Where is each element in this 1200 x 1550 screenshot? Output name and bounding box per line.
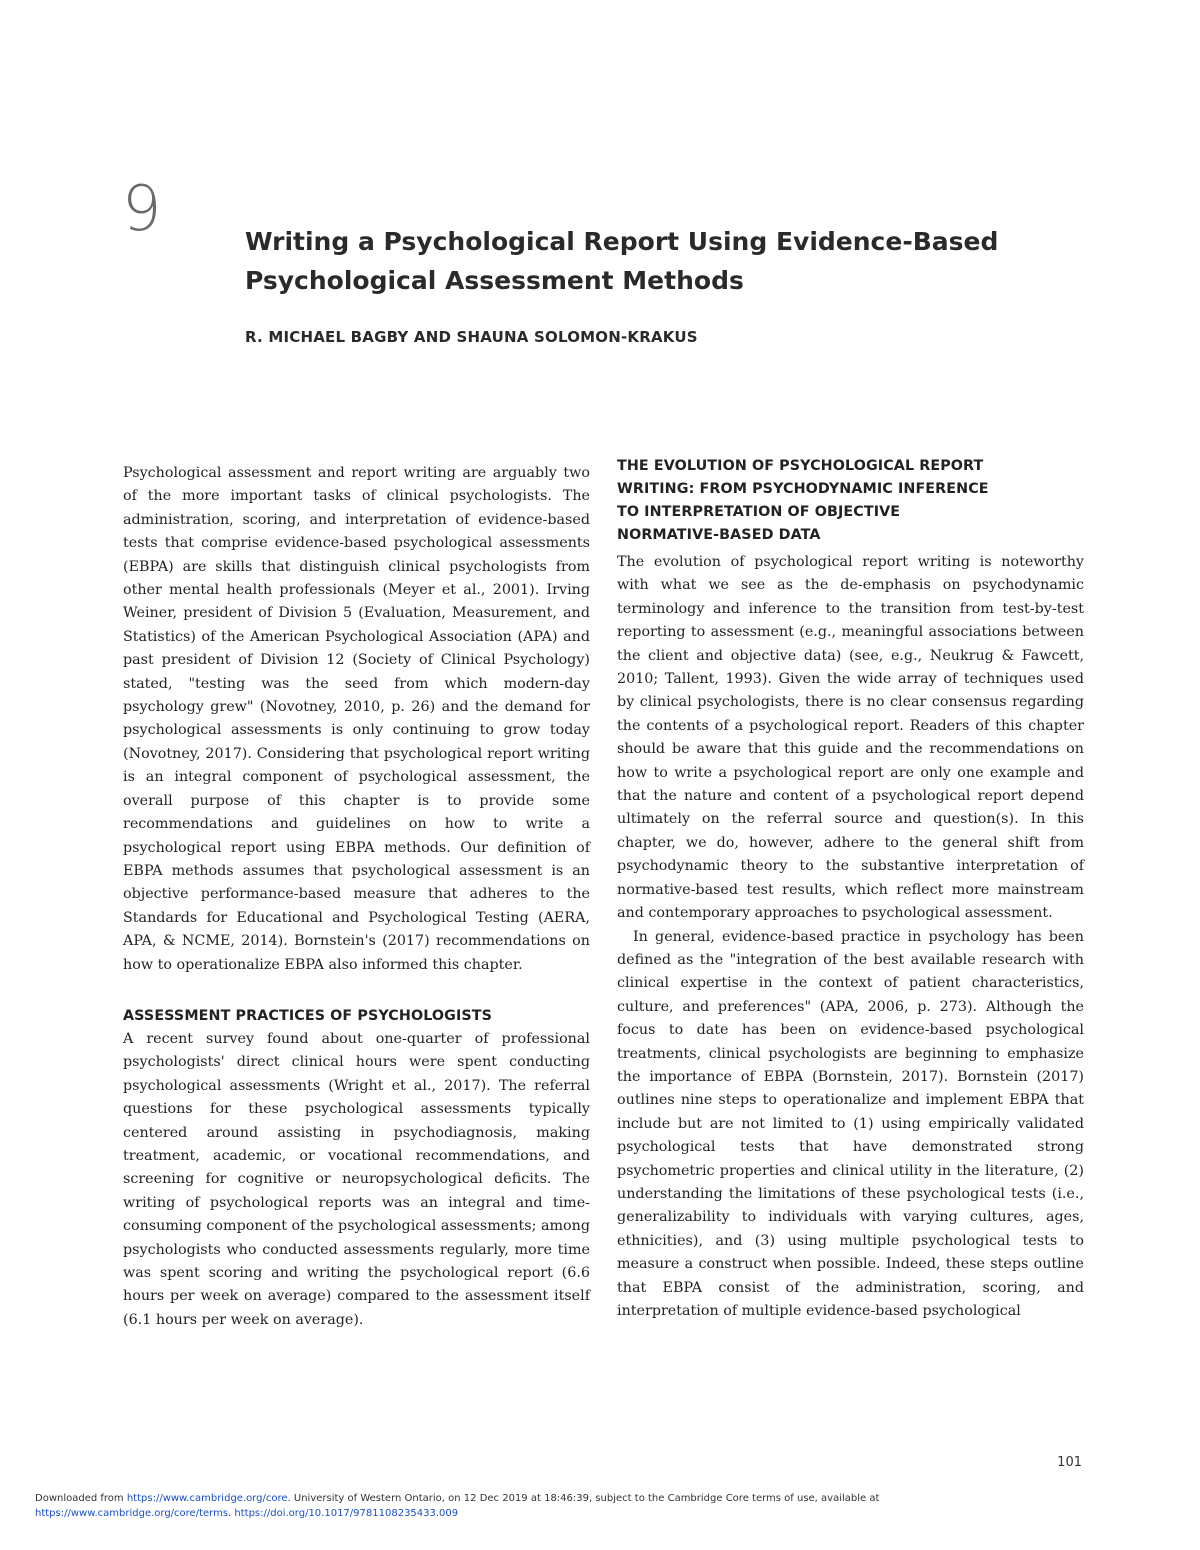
download-footer <box>35 1491 1175 1521</box>
footer-middle: . University of Western Ontario, on 12 Dec 2019 at 18:46:39, subject to the Cambridge Core terms of use, available at <box>287 1493 880 1504</box>
page-number: 101 <box>1057 1455 1082 1470</box>
section-heading-evolution-line-3: TO INTERPRETATION OF OBJECTIVE <box>617 504 901 520</box>
footer-separator: . <box>228 1508 235 1519</box>
evolution-paragraph-2: In general, evidence-based practice in psychology has been defined as the "integration of the best available research with clinical expertise in the context of patient characteristics, culture, and preferences" (APA, 2006, p. 273). Although the focus to date has been on evidence-based psychological treatments, clinical psychologists are beginning to emphasize the importance of EBPA (Bornstein, 2017). Bornstein (2017) outlines nine steps to operationalize and implement EBPA that include but are not limited to (1) using empirically validated psychological tests that have demonstrated strong psychometric properties and clinical utility in the literature, (2) understanding the limitations of these psychological tests (i.e., generalizability to individuals with varying cultures, ages, ethnicities), and (3) using multiple psychological tests to measure a construct when possible. Indeed, these steps outline that EBPA consist of the administration, scoring, and interpretation of multiple evidence-based psychological <box>617 928 1084 1319</box>
section-heading-evolution-line-4: NORMATIVE-BASED DATA <box>617 527 821 543</box>
chapter-title-line-2: Psychological Assessment Methods <box>245 266 744 295</box>
right-column <box>617 455 1084 1323</box>
section-heading-assessment-practices: ASSESSMENT PRACTICES OF PSYCHOLOGISTS <box>123 1007 493 1024</box>
assessment-practices-paragraph: A recent survey found about one-quarter of professional psychologists' direct clinical hours were spent conducting psychological assessments (Wright et al., 2017). The referral questions for these psychological assessments typically centered around assisting in psychodiagnosis, making treatment, academic, or vocational recommendations, and screening for cognitive or neuropsychological deficits. The writing of psychological reports was an integral and time-consuming component of the psychological assessments; among psychologists who conducted assessments regularly, more time was spent scoring and writing the psychological report (6.6 hours per week on average) compared to the assessment itself (6.1 hours per week on average). <box>123 1030 590 1328</box>
evolution-paragraph-1: The evolution of psychological report writing is noteworthy with what we see as the de-emphasis on psychodynamic terminology and inference to the transition from test-by-test reporting to assessment (e.g., meaningful associations between the client and objective data) (see, e.g., Neukrug & Fawcett, 2010; Tallent, 1993). Given the wide array of techniques used by clinical psychologists, there is no clear consensus regarding the contents of a psychological report. Readers of this chapter should be aware that this guide and the recommendations on how to write a psychological report are only one example and that the nature and content of a psychological report depend ultimately on the referral source and question(s). In this chapter, we do, however, adhere to the general shift from psychodynamic theory to the substantive interpretation of normative-based test results, which reflect more mainstream and contemporary approaches to psychological assessment. <box>617 554 1084 922</box>
footer-prefix: Downloaded from <box>35 1493 127 1504</box>
left-column <box>123 462 590 1332</box>
footer-link-doi[interactable]: https://doi.org/10.1017/9781108235433.009 <box>234 1508 459 1519</box>
chapter-authors: R. MICHAEL BAGBY AND SHAUNA SOLOMON-KRAKUS <box>245 328 698 346</box>
section-heading-evolution <box>617 455 1084 547</box>
section-heading-evolution-line-2: WRITING: FROM PSYCHODYNAMIC INFERENCE <box>617 481 989 497</box>
footer-link-cambridge-core[interactable]: https://www.cambridge.org/core <box>126 1493 288 1504</box>
intro-paragraph: Psychological assessment and report writing are arguably two of the more important tasks of clinical psychologists. The administration, scoring, and interpretation of evidence-based tests that comprise evidence-based psychological assessments (EBPA) are skills that distinguish clinical psychologists from other mental health professionals (Meyer et al., 2001). Irving Weiner, president of Division 5 (Evaluation, Measurement, and Statistics) of the American Psychological Association (APA) and past president of Division 12 (Society of Clinical Psychology) stated, "testing was the seed from which modern-day psychology grew" (Novotney, 2010, p. 26) and the demand for psychological assessments is only continuing to grow today (Novotney, 2017). Considering that psychological report writing is an integral component of psychological assessment, the overall purpose of this chapter is to provide some recommendations and guidelines on how to write a psychological report using EBPA methods. Our definition of EBPA methods assumes that psychological assessment is an objective performance-based measure that adheres to the Standards for Educational and Psychological Testing (AERA, APA, & NCME, 2014). Bornstein's (2017) recommendations on how to operationalize EBPA also informed this chapter. <box>123 465 590 973</box>
section-heading-evolution-line-1: THE EVOLUTION OF PSYCHOLOGICAL REPORT <box>617 458 984 474</box>
chapter-number: 9 <box>122 172 162 245</box>
footer-link-terms[interactable]: https://www.cambridge.org/core/terms <box>35 1508 229 1519</box>
chapter-title-line-1: Writing a Psychological Report Using Evidence-Based <box>245 227 999 256</box>
chapter-title <box>245 222 1045 300</box>
